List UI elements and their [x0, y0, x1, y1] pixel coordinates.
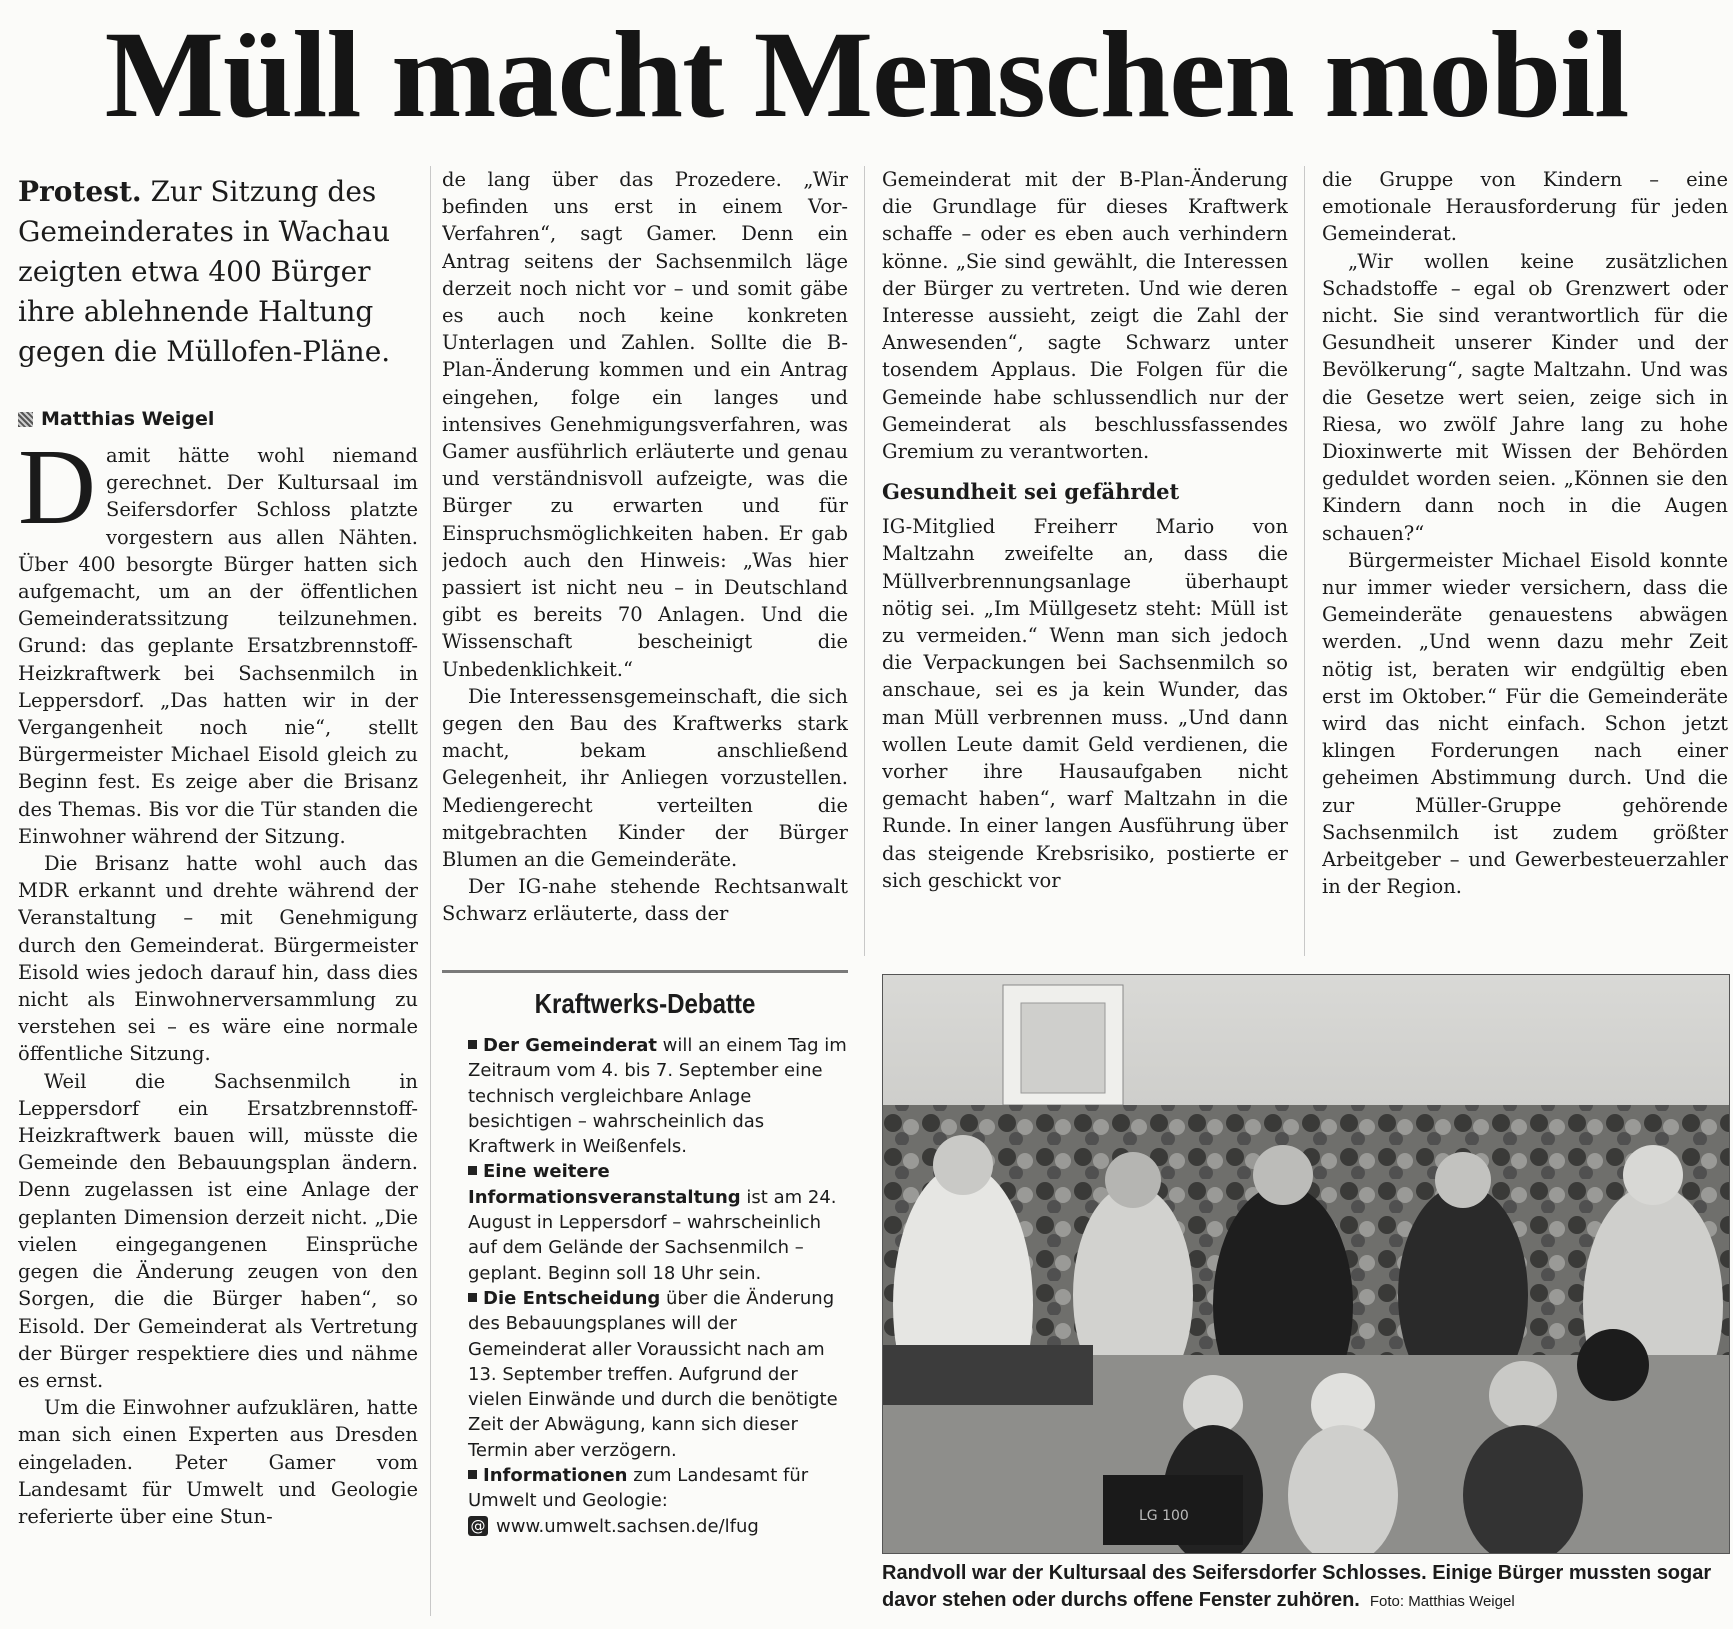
article-column-3	[882, 166, 1288, 956]
teaser-text: Zur Sitzung des Gemeinderates in Wachau zeigten etwa 400 Bürger ihre ablehnende Haltung gegen die Müllofen-Pläne.	[18, 175, 391, 368]
info-item	[468, 1286, 848, 1463]
paragraph: IG-Mitglied Freiherr Mario von Maltzahn zweifelte an, dass die Müllverbrennungsanlage überhaupt nötig sei. „Im Müllgesetz steht: Müll ist zu vermeiden.“ Wenn man sich jedoch die Verpackungen bei Sachsenmilch so anschaue, sei es ja kein Wunder, das man Müll verbrennen muss. „Und dann wollen Leute damit Geld verdienen, die vorher ihre Hausaufgaben nicht gemacht haben“, warf Maltzahn in die Runde. In einer langen Ausführung über das steigende Krebsrisiko, postierte er sich geschickt vor	[882, 515, 1288, 892]
headline: Müll macht Menschen mobil	[104, 6, 1629, 143]
info-item-text: über die Änderung des Bebauungsplanes will der Gemeinderat aller Voraussicht nach am 13. September treffen. Aufgrund der vielen Einwände und durch die benötigte Zeit der Abwägung, kann sich dieser Termin aber verzögern.	[468, 1287, 838, 1461]
dropcap: D	[18, 442, 96, 547]
info-item-lead: Eine weitere Informationsveranstaltung	[468, 1161, 741, 1208]
info-box-title: Kraftwerks-Debatte	[534, 988, 756, 1019]
paragraph: Der IG-nahe stehende Rechtsanwalt Schwarz erläuterte, dass der	[442, 875, 848, 926]
info-item-lead: Informationen	[483, 1465, 628, 1487]
author-line	[18, 404, 418, 434]
info-item-text: ist am 24. August in Leppersdorf – wahrscheinlich auf dem Gelände der Sachsenmilch – geplant. Beginn soll 18 Uhr sein.	[468, 1186, 837, 1284]
photo-screen-text: LG 100	[1139, 1508, 1189, 1524]
teaser	[18, 172, 418, 372]
info-item	[468, 1159, 848, 1285]
photo-caption	[882, 1560, 1728, 1615]
bullet-icon	[468, 1293, 477, 1302]
info-item	[468, 1033, 848, 1159]
info-item-text: zum Landesamt für Umwelt und Geologie:	[468, 1465, 809, 1512]
info-item-lead: Die Entscheidung	[483, 1287, 661, 1309]
column-rule	[430, 166, 431, 1616]
paragraph: „Wir wollen keine zusätzlichen Schadstoffe – egal ob Grenzwert oder nicht. Sie sind verantwortlich für die Gesundheit unserer Kinder und der Bevölkerung“, sagte Maltzahn. Und was die Gesetze wert seien, zeige sich in Riesa, wo zwölf Jahre lang zu hohe Dioxinwerte mit Wissen der Behörden geduldet worden seien. „Können sie den Kindern dann noch in die Augen schauen?“	[1322, 249, 1728, 545]
bullet-icon	[468, 1166, 477, 1175]
info-item-text: will an einem Tag im Zeitraum vom 4. bis 7. September eine technisch vergleichbare Anlage besichtigen – wahrscheinlich das Kraftwerk in Weißenfels.	[468, 1035, 847, 1158]
audience-photo	[882, 974, 1730, 1554]
info-url-row	[468, 1514, 848, 1539]
paragraph: de lang über das Prozedere. „Wir befinden uns erst in einem Vor-Verfahren“, sagt Gamer. Denn ein Antrag seitens der Sachsenmilch läge derzeit noch nicht vor – und somit gäbe es auch noch keine konkreten Unterlagen und Zahlen. Sollte die B-Plan-Änderung kommen und ein Antrag eingehen, folge ein langes und intensives Genehmigungsverfahren, was Gamer ausführlich erläuterte und genau und verständnisvoll aufzeigte, was die Bürger zu erwarten und für Einspruchsmöglichkeiten haben. Er gab jedoch auch den Hinweis: „Was hier passiert ist nicht neu – in Deutschland gibt es bereits 70 Anlagen. Und die Wissenschaft bescheinigt die Unbedenklichkeit.“	[442, 168, 848, 681]
column-rule	[1304, 166, 1305, 956]
bullet-icon	[468, 1040, 477, 1049]
paragraph-text: amit hätte wohl niemand gerechnet. Der Kultursaal im Seifersdorfer Schloss platzte vorgestern aus allen Nähten. Über 400 besorgte Bürger hatten sich aufgemacht, um an der öffentlichen Gemeinderatssitzung teilzunehmen. Grund: das geplante Ersatzbrennstoff-Heizkraftwerk bei Sachsenmilch in Leppersdorf. „Das hatten wir in der Vergangenheit noch nie“, stellt Bürgermeister Michael Eisold gleich zu Beginn fest. Es zeige aber die Brisanz des Themas. Bis vor die Tür standen die Einwohner während der Sitzung.	[18, 444, 418, 848]
article-column-1	[18, 442, 418, 1622]
info-box	[442, 970, 848, 1603]
info-item-lead: Der Gemeinderat	[483, 1035, 657, 1056]
paragraph: Gemeinderat mit der B-Plan-Änderung die Grundlage für dieses Kraftwerk schaffe – oder es eben auch verhindern könne. „Sie sind gewählt, die Interessen der Bürger zu vertreten. Und wie deren Interesse aussieht, zeigt die Zahl der Anwesenden“, sagte Schwarz unter tosendem Applaus. Die Folgen für die Gemeinde habe schlussendlich nur der Gemeinderat als beschlussfassendes Gremium zu verantworten.	[882, 168, 1288, 464]
photo-credit: Foto: Matthias Weigel	[1369, 1593, 1515, 1610]
teaser-lead: Protest.	[18, 175, 142, 208]
paragraph: Bürgermeister Michael Eisold konnte nur immer wieder versichern, dass die Gemeinderäte genauestens abwägen werden. „Und wenn dazu mehr Zeit nötig ist, beraten wir endgültig eben erst im Oktober.“ Für die Gemeinderäte wird das nicht einfach. Schon jetzt klingen Forderungen nach einer geheimen Abstimmung durch. Und die zur Müller-Gruppe gehörende Sachsenmilch ist zudem größter Arbeitgeber – und Gewerbesteuerzahler in der Region.	[1322, 548, 1728, 899]
caption-text: Randvoll war der Kultursaal des Seifersdorfer Schlosses. Einige Bürger mussten sogar davor stehen oder durchs offene Fenster zuhören.	[882, 1562, 1712, 1611]
paragraph: Die Brisanz hatte wohl auch das MDR erkannt und drehte während der Veranstaltung – mit Genehmigung durch den Gemeinderat. Bürgermeister Eisold wies jedoch darauf hin, dass dies nicht als Einwohnerversammlung zu verstehen sei – es wäre eine normale öffentliche Sitzung.	[18, 852, 418, 1066]
paragraph: Um die Einwohner aufzuklären, hatte man sich einen Experten aus Dresden eingeladen. Peter Gamer vom Landesamt für Umwelt und Geologie referierte über eine Stun-	[18, 1396, 418, 1528]
bullet-icon	[468, 1470, 477, 1479]
column-rule	[864, 166, 865, 956]
author-marker-icon	[18, 412, 33, 427]
at-icon: @	[468, 1516, 488, 1536]
paragraph: Weil die Sachsenmilch in Leppersdorf ein Ersatzbrennstoff-Heizkraftwerk bauen will, müsste die Gemeinde den Bebauungsplan ändern. Denn zugelassen ist eine Anlage der geplanten Dimension derzeit nicht. „Die vielen eingegangenen Einsprüche gegen die Änderung zeugen von den Sorgen, die die Bürger haben“, so Eisold. Der Gemeinderat als Vertretung der Bürger respektiere dies und nähme es ernst.	[18, 1069, 418, 1392]
article-column-2	[442, 166, 848, 956]
paragraph	[18, 442, 418, 850]
paragraph: die Gruppe von Kindern – eine emotionale Herausforderung für jeden Gemeinderat.	[1322, 168, 1728, 246]
info-item	[468, 1463, 848, 1514]
subheading: Gesundheit sei gefährdet	[882, 479, 1180, 505]
author-name: Matthias Weigel	[41, 408, 215, 430]
info-url[interactable]: www.umwelt.sachsen.de/lfug	[496, 1515, 759, 1537]
paragraph: Die Interessensgemeinschaft, die sich gegen den Bau des Kraftwerks stark macht, bekam anschließend Gelegenheit, ihr Anliegen vorzustellen. Mediengerecht verteilten die mitgebrachten Kinder der Bürger Blumen an die Gemeinderäte.	[442, 684, 848, 872]
article-column-4	[1322, 166, 1728, 956]
